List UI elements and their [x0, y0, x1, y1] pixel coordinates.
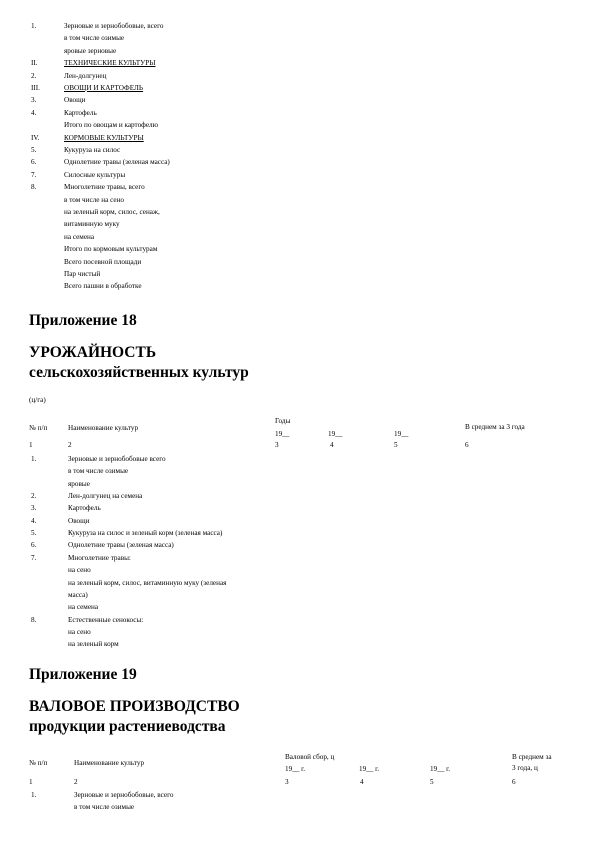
col-header-num: № п/п: [29, 759, 48, 767]
row-label: на сено: [68, 566, 91, 575]
row-number: 8.: [31, 183, 37, 192]
col-header-year-1: 19__ г.: [285, 765, 306, 773]
appendix-18-heading: Приложение 18: [29, 312, 137, 329]
col-header-year-2: 19__ г.: [359, 765, 380, 773]
row-label: Картофель: [68, 504, 101, 513]
row-number: 3.: [31, 504, 37, 513]
row-number: 6.: [31, 541, 37, 550]
row-label: ОВОЩИ И КАРТОФЕЛЬ: [64, 84, 144, 92]
row-label: яровые: [68, 479, 90, 488]
row-label: Зерновые и зернобобовые, всего: [64, 22, 164, 30]
row-label: на зеленый корм, силос, витаминную муку (зеленая: [68, 578, 227, 587]
col-number: 3: [285, 778, 289, 786]
row-label: яровые зерновые: [64, 46, 117, 55]
row-label: витаминную муку: [64, 220, 120, 229]
col-header-average: В среднем за 3 года: [465, 423, 525, 431]
row-label: Пар чистый: [64, 270, 101, 278]
col-number: 2: [68, 441, 72, 449]
row-number: 2.: [31, 492, 37, 501]
row-label: Овощи: [64, 96, 86, 105]
row-number: 5.: [31, 146, 37, 154]
row-number: 3.: [31, 96, 37, 105]
appendix-18-title: УРОЖАЙНОСТЬ: [29, 344, 157, 361]
col-header-gross: Валовой сбор, ц: [285, 753, 335, 761]
appendix-18-subtitle: сельскохозяйственных культур: [29, 364, 249, 381]
row-number: 4.: [31, 108, 37, 117]
col-number: 5: [394, 441, 398, 449]
row-number: 1.: [31, 791, 37, 799]
row-label: Картофель: [64, 108, 97, 117]
row-label: Однолетние травы (зеленая масса): [64, 158, 170, 167]
row-label: Естественные сенокосы:: [68, 615, 144, 624]
row-label: Многолетние травы:: [68, 553, 131, 562]
col-header-year-2: 19__: [328, 430, 343, 438]
col-number: 5: [430, 778, 434, 786]
row-label: Многолетние травы, всего: [64, 183, 145, 192]
row-label: на зеленый корм, силос, сенаж,: [64, 208, 160, 216]
row-label: масса): [68, 590, 88, 599]
row-number: II.: [31, 59, 38, 68]
row-label: на семена: [68, 603, 99, 612]
col-number: 2: [74, 778, 78, 786]
col-header-name: Наименование культур: [74, 759, 145, 767]
col-number: 3: [275, 441, 279, 449]
row-label: Кукуруза на силос и зеленый корм (зеленая масса): [68, 529, 223, 538]
row-number: 7.: [31, 170, 37, 179]
col-header-year-3: 19__ г.: [430, 765, 451, 773]
col-number: 1: [29, 441, 33, 449]
col-header-year-1: 19__: [275, 430, 290, 438]
col-header-year-3: 19__: [394, 430, 409, 438]
col-header-average: В среднем за: [512, 753, 552, 761]
col-header-years: Годы: [275, 417, 291, 425]
row-label: Итого по овощам и картофелю: [64, 121, 158, 130]
col-number: 4: [360, 778, 364, 786]
row-label: в том числе озимые: [68, 467, 129, 476]
row-label: на семена: [64, 232, 95, 241]
row-number: 1.: [31, 455, 37, 463]
row-number: III.: [31, 84, 40, 92]
row-label: в том числе озимые: [64, 34, 125, 43]
col-header-name: Наименование культур: [68, 424, 139, 432]
col-header-average-unit: 3 года, ц: [512, 764, 538, 772]
row-number: 4.: [31, 516, 37, 525]
row-label: на зеленый корм: [68, 640, 119, 649]
col-header-num: № п/п: [29, 424, 48, 432]
row-number: 8.: [31, 615, 37, 624]
unit-label: (ц/га): [29, 396, 46, 404]
row-label: Лен-долгунец: [64, 71, 107, 80]
row-number: 7.: [31, 553, 37, 562]
row-label: в том числе озимые: [74, 803, 135, 811]
row-label: Всего посевной площади: [64, 257, 142, 266]
row-number: 2.: [31, 71, 37, 80]
row-label: на сено: [68, 627, 91, 636]
row-number: 5.: [31, 529, 37, 538]
col-number: 6: [512, 778, 516, 786]
row-label: Зерновые и зернобобовые, всего: [74, 791, 174, 799]
row-number: 6.: [31, 158, 37, 167]
row-number: 1.: [31, 22, 37, 30]
row-label: Лен-долгунец на семена: [68, 492, 143, 501]
col-number: 1: [29, 778, 33, 786]
col-number: 6: [465, 441, 469, 449]
row-label: Овощи: [68, 516, 90, 525]
row-label: Кукуруза на силос: [64, 146, 121, 154]
appendix-19-heading: Приложение 19: [29, 666, 137, 683]
col-number: 4: [330, 441, 334, 449]
row-label: ТЕХНИЧЕСКИЕ КУЛЬТУРЫ: [64, 59, 156, 68]
row-number: IV.: [31, 133, 40, 142]
row-label: Зерновые и зернобобовые всего: [68, 455, 166, 463]
row-label: КОРМОВЫЕ КУЛЬТУРЫ: [64, 133, 144, 142]
row-label: Итого по кормовым культурам: [64, 245, 158, 254]
row-label: Однолетние травы (зеленая масса): [68, 541, 174, 550]
row-label: Всего пашни в обработке: [64, 282, 142, 291]
appendix-19-title: ВАЛОВОЕ ПРОИЗВОДСТВО: [29, 698, 240, 715]
row-label: Силосные культуры: [64, 170, 126, 179]
appendix-19-subtitle: продукции растениеводства: [29, 718, 226, 735]
row-label: в том числе на сено: [64, 195, 125, 204]
